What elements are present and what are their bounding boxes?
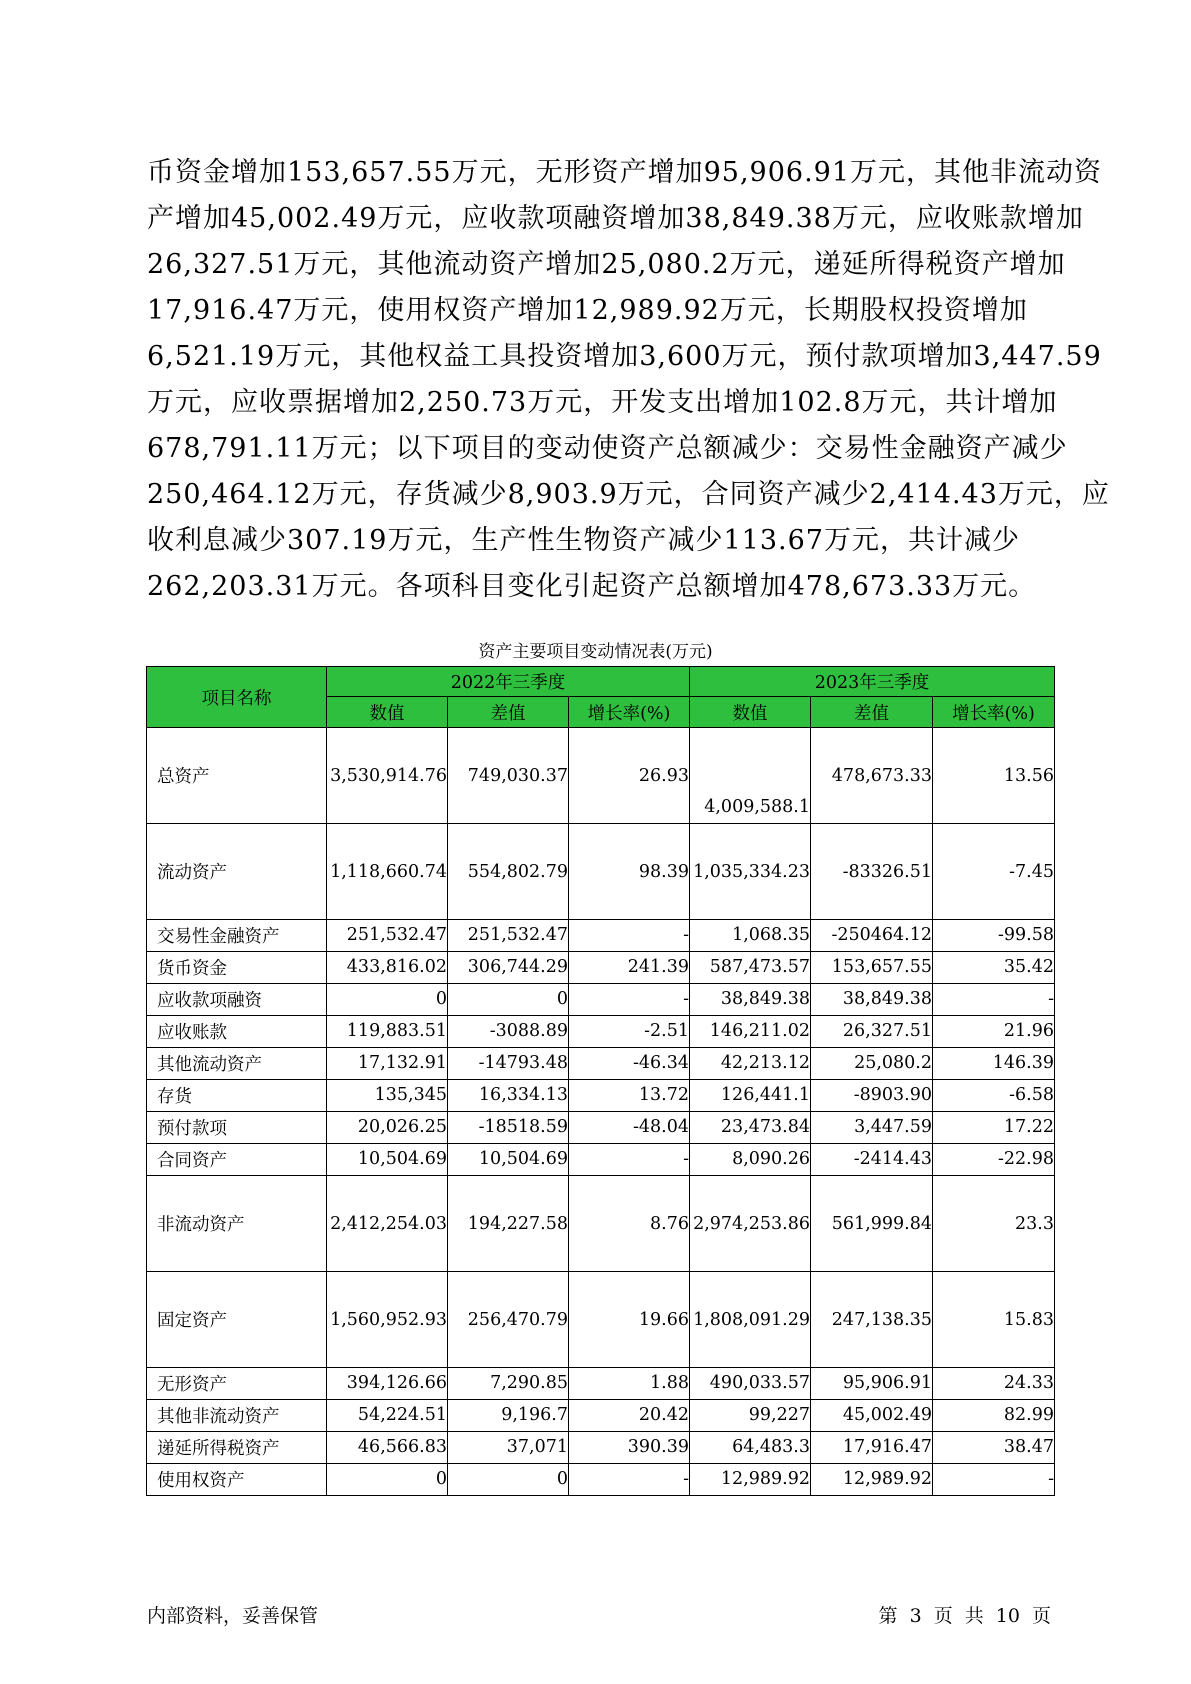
table-cell: 20,026.25 [327,1112,448,1144]
table-cell: 24.33 [933,1368,1055,1400]
table-cell: - [933,984,1055,1016]
row-label: 其他流动资产 [147,1048,327,1080]
table-cell: 10,504.69 [448,1144,569,1176]
row-label: 应收账款 [147,1016,327,1048]
table-row [147,1080,1055,1112]
paragraph-line: 17,916.47万元，使用权资产增加12,989.92万元，长期股权投资增加 [147,295,1028,326]
body-paragraph [147,150,1110,610]
table-cell: 8,090.26 [690,1144,811,1176]
header-period-2022: 2022年三季度 [327,667,690,697]
table-row [147,920,1055,952]
table-cell: 119,883.51 [327,1016,448,1048]
table-cell: 3,530,914.76 [327,728,448,824]
table-cell: 247,138.35 [811,1272,933,1368]
table-cell: 15.83 [933,1272,1055,1368]
paragraph-line: 26,327.51万元，其他流动资产增加25,080.2万元，递延所得税资产增加 [147,249,1066,280]
table-cell: 0 [448,1464,569,1496]
table-cell: 390.39 [569,1432,690,1464]
table-cell: 749,030.37 [448,728,569,824]
table-row [147,1400,1055,1432]
table-cell: 4,009,588.1 [690,728,811,824]
table-cell: 394,126.66 [327,1368,448,1400]
table-cell: 1,118,660.74 [327,824,448,920]
table-cell: 1,068.35 [690,920,811,952]
row-label: 其他非流动资产 [147,1400,327,1432]
table-cell: -250464.12 [811,920,933,952]
table-cell: 20.42 [569,1400,690,1432]
table-cell: -14793.48 [448,1048,569,1080]
table-cell: 25,080.2 [811,1048,933,1080]
header-period-2023: 2023年三季度 [690,667,1055,697]
table-row [147,824,1055,920]
table-row [147,728,1055,824]
table-cell: 1.88 [569,1368,690,1400]
table-cell: 146,211.02 [690,1016,811,1048]
table-cell: 98.39 [569,824,690,920]
row-label: 使用权资产 [147,1464,327,1496]
table-cell: 19.66 [569,1272,690,1368]
table-cell: 251,532.47 [448,920,569,952]
table-row [147,1048,1055,1080]
table-cell: -2.51 [569,1016,690,1048]
table-cell: -2414.43 [811,1144,933,1176]
table-cell: -99.58 [933,920,1055,952]
header-item-name: 项目名称 [147,667,327,728]
row-label: 总资产 [147,728,327,824]
table-cell: 251,532.47 [327,920,448,952]
table-row [147,984,1055,1016]
table-cell: 478,673.33 [811,728,933,824]
table-row [147,1176,1055,1272]
table-cell: 35.42 [933,952,1055,984]
table-cell: 13.56 [933,728,1055,824]
paragraph-line: 产增加45,002.49万元，应收款项融资增加38,849.38万元，应收账款增加 [147,203,1084,234]
table-cell: 8.76 [569,1176,690,1272]
table-cell: 0 [448,984,569,1016]
table-row [147,1368,1055,1400]
table-cell: - [569,1464,690,1496]
table-row [147,1016,1055,1048]
row-label: 交易性金融资产 [147,920,327,952]
row-label: 无形资产 [147,1368,327,1400]
table-row [147,1144,1055,1176]
table-cell: -7.45 [933,824,1055,920]
table-cell: 126,441.1 [690,1080,811,1112]
row-label: 流动资产 [147,824,327,920]
row-label: 固定资产 [147,1272,327,1368]
table-cell: 135,345 [327,1080,448,1112]
table-cell: 554,802.79 [448,824,569,920]
table-row [147,1112,1055,1144]
row-label: 应收款项融资 [147,984,327,1016]
table-cell: 23.3 [933,1176,1055,1272]
table-cell: 1,035,334.23 [690,824,811,920]
table-cell: 38.47 [933,1432,1055,1464]
table-cell: - [569,920,690,952]
table-cell: 42,213.12 [690,1048,811,1080]
table-cell: -48.04 [569,1112,690,1144]
table-cell: 17.22 [933,1112,1055,1144]
table-cell: -3088.89 [448,1016,569,1048]
table-cell: 21.96 [933,1016,1055,1048]
footer-page-number: 第 3 页 共 10 页 [878,1605,1051,1627]
table-cell: 146.39 [933,1048,1055,1080]
table-cell: 37,071 [448,1432,569,1464]
table-cell: 64,483.3 [690,1432,811,1464]
paragraph-line: 币资金增加153,657.55万元，无形资产增加95,906.91万元，其他非流动资 [147,157,1103,188]
table-cell: 23,473.84 [690,1112,811,1144]
table-cell: 256,470.79 [448,1272,569,1368]
table-row [147,1464,1055,1496]
table-cell: 38,849.38 [811,984,933,1016]
table-cell: 13.72 [569,1080,690,1112]
table-cell: 3,447.59 [811,1112,933,1144]
paragraph-line: 262,203.31万元。各项科目变化引起资产总额增加478,673.33万元。 [147,571,1037,602]
header-difference: 差值 [811,697,933,728]
table-cell: 1,808,091.29 [690,1272,811,1368]
paragraph-line: 678,791.11万元；以下项目的变动使资产总额减少：交易性金融资产减少 [147,433,1068,464]
table-cell: 490,033.57 [690,1368,811,1400]
table-cell: - [569,1144,690,1176]
table-row [147,1272,1055,1368]
table-cell: 12,989.92 [690,1464,811,1496]
paragraph-line: 万元，应收票据增加2,250.73万元，开发支出增加102.8万元，共计增加 [147,387,1058,418]
table-caption: 资产主要项目变动情况表(万元) [478,642,713,662]
table-cell: -6.58 [933,1080,1055,1112]
table-cell: 587,473.57 [690,952,811,984]
table-cell: 241.39 [569,952,690,984]
paragraph-line: 250,464.12万元，存货减少8,903.9万元，合同资产减少2,414.43万元，应 [147,479,1110,510]
row-label: 非流动资产 [147,1176,327,1272]
table-cell: 95,906.91 [811,1368,933,1400]
table-body [147,728,1055,1496]
table-cell: - [569,984,690,1016]
table-cell: -22.98 [933,1144,1055,1176]
table-cell: - [933,1464,1055,1496]
row-label: 货币资金 [147,952,327,984]
row-label: 预付款项 [147,1112,327,1144]
table-cell: 45,002.49 [811,1400,933,1432]
paragraph-line: 收利息减少307.19万元，生产性生物资产减少113.67万元，共计减少 [147,525,1020,556]
table-cell: 1,560,952.93 [327,1272,448,1368]
row-label: 存货 [147,1080,327,1112]
table-cell: -83326.51 [811,824,933,920]
table-cell: 0 [327,1464,448,1496]
table-cell: 10,504.69 [327,1144,448,1176]
table-row [147,952,1055,984]
table-cell: 0 [327,984,448,1016]
header-growth-rate: 增长率(%) [569,697,690,728]
header-growth-rate: 增长率(%) [933,697,1055,728]
footer-confidential-note: 内部资料，妥善保管 [147,1605,319,1627]
header-difference: 差值 [448,697,569,728]
row-label: 合同资产 [147,1144,327,1176]
table-cell: 17,916.47 [811,1432,933,1464]
table-cell: 433,816.02 [327,952,448,984]
table-cell: 26,327.51 [811,1016,933,1048]
table-cell: 306,744.29 [448,952,569,984]
table-cell: 54,224.51 [327,1400,448,1432]
header-value: 数值 [327,697,448,728]
table-cell: 153,657.55 [811,952,933,984]
table-cell: 16,334.13 [448,1080,569,1112]
table-cell: -8903.90 [811,1080,933,1112]
table-cell: 99,227 [690,1400,811,1432]
table-cell: 561,999.84 [811,1176,933,1272]
asset-change-table [146,666,1055,1496]
table-cell: 82.99 [933,1400,1055,1432]
table-cell: 7,290.85 [448,1368,569,1400]
table-cell: 9,196.7 [448,1400,569,1432]
table-row [147,1432,1055,1464]
table-cell: 2,412,254.03 [327,1176,448,1272]
header-value: 数值 [690,697,811,728]
table-cell: 46,566.83 [327,1432,448,1464]
table-cell: 17,132.91 [327,1048,448,1080]
table-cell: 12,989.92 [811,1464,933,1496]
table-cell: -46.34 [569,1048,690,1080]
paragraph-line: 6,521.19万元，其他权益工具投资增加3,600万元，预付款项增加3,447.59 [147,341,1102,372]
table-cell: -18518.59 [448,1112,569,1144]
table-cell: 38,849.38 [690,984,811,1016]
table-cell: 194,227.58 [448,1176,569,1272]
table-cell: 26.93 [569,728,690,824]
row-label: 递延所得税资产 [147,1432,327,1464]
table-cell: 2,974,253.86 [690,1176,811,1272]
